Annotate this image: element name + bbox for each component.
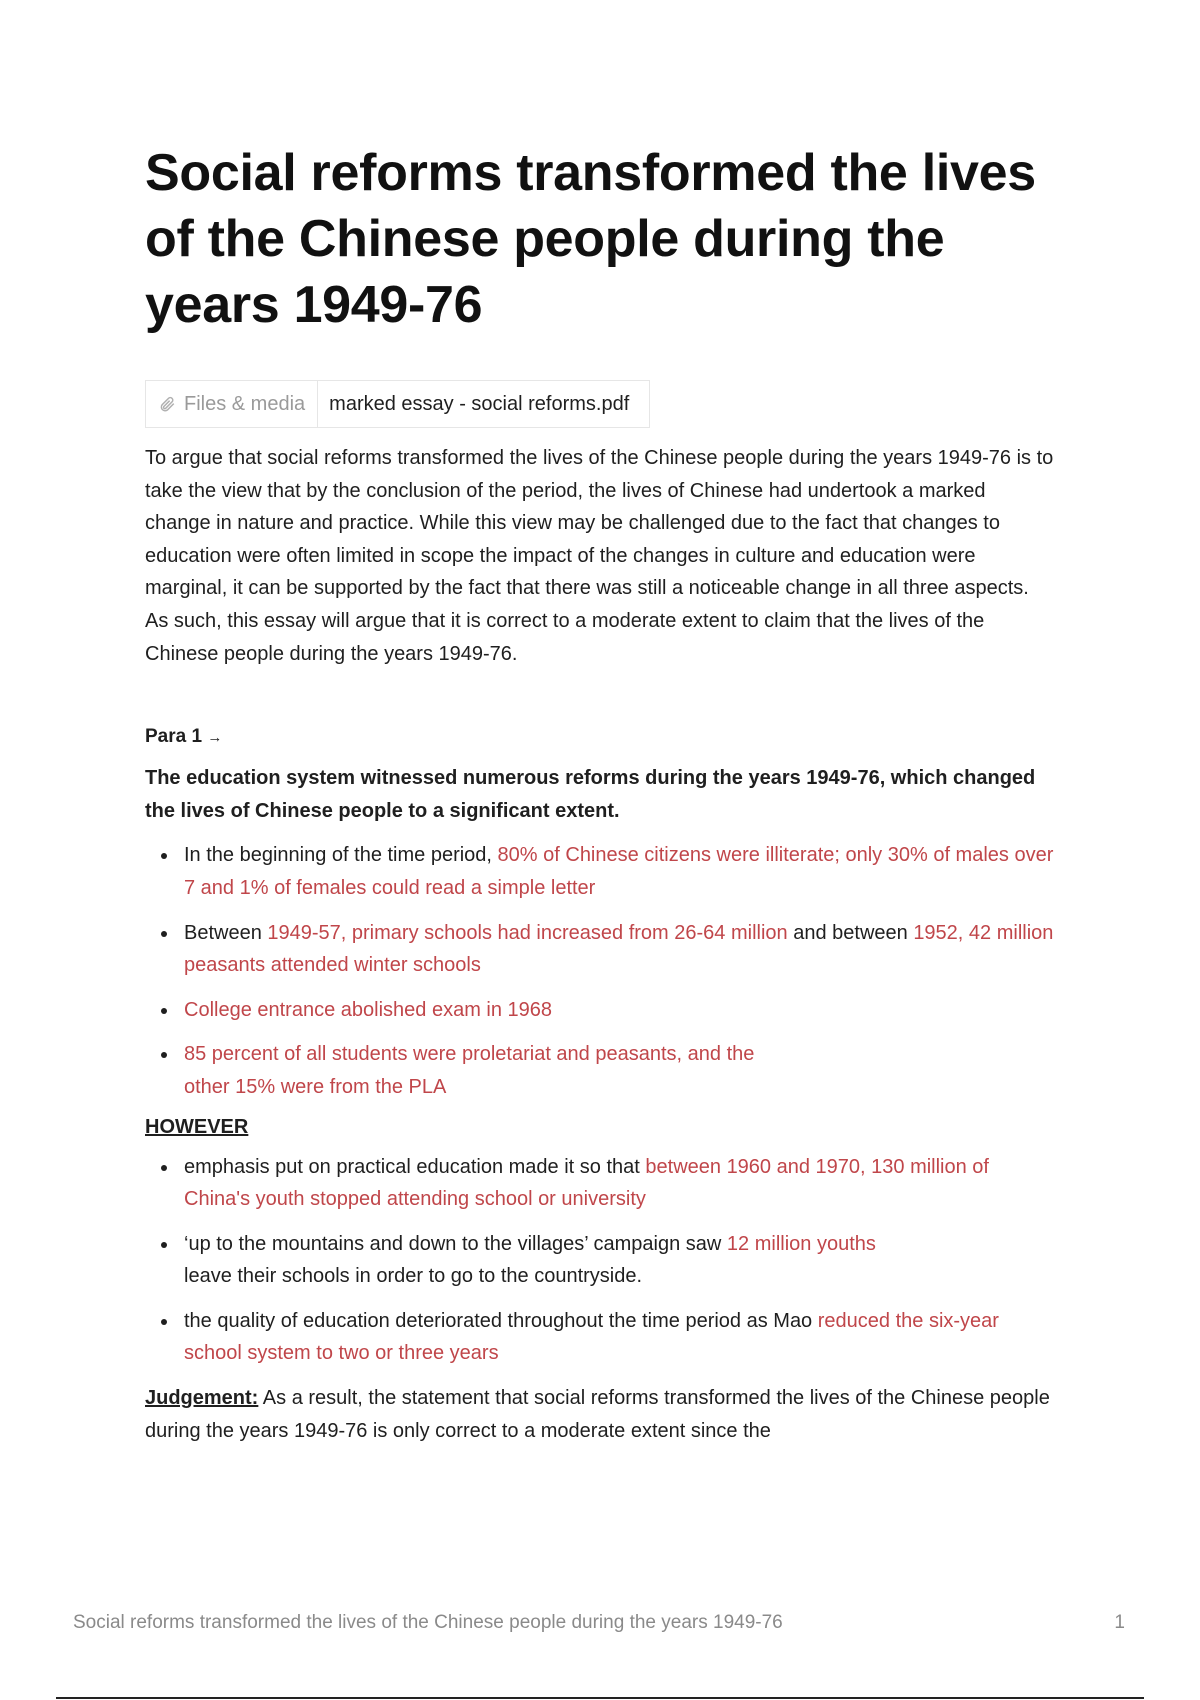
list-item: In the beginning of the time period, 80% of Chinese citizens were illiterate; only 30% of males over 7 and 1% of females could read a simple letter	[184, 839, 1055, 904]
list-item: 85 percent of all students were proletariat and peasants, and the other 15% were from the PLA	[184, 1038, 794, 1103]
list-item: College entrance abolished exam in 1968	[184, 994, 1055, 1027]
intro-paragraph: To argue that social reforms transformed the lives of the Chinese people during the years 1949-76 is to take the view that by the conclusion of the period, the lives of Chinese had undertook a marked change in nature and practice. While this view may be challenged due to the fact that changes to education were often limited in scope the impact of the changes in culture and education were marginal, it can be supported by the fact that there was still a noticeable change in all three aspects. As such, this essay will argue that it is correct to a moderate extent to claim that the lives of the Chinese people during the years 1949-76.	[145, 447, 1054, 665]
para-label	[145, 726, 1055, 748]
files-property-key	[146, 381, 318, 427]
arrow-icon: →	[207, 729, 223, 747]
list-item: emphasis put on practical education made it so that between 1960 and 1970, 130 million of China's youth stopped attending school or university	[184, 1151, 1055, 1216]
evidence-list	[145, 839, 1055, 1103]
list-item: the quality of education deteriorated throughout the time period as Mao reduced the six-year school system to two or three years	[184, 1305, 1055, 1370]
judgement-label: Judgement:	[145, 1387, 259, 1410]
attached-file-link[interactable]: marked essay - social reforms.pdf	[329, 392, 630, 415]
page-footer	[73, 1612, 1125, 1634]
judgement-text: As a result, the statement that social reforms transformed the lives of the Chinese people during the years 1949-76 is only correct to a moderate extent since the	[145, 1387, 1050, 1442]
judgement-paragraph	[145, 1382, 1055, 1447]
files-property	[145, 380, 650, 428]
footer-title: Social reforms transformed the lives of the Chinese people during the years 1949-76	[73, 1612, 783, 1633]
paperclip-icon	[158, 395, 176, 413]
para-thesis: The education system witnessed numerous reforms during the years 1949-76, which changed the lives of Chinese people to a significant extent.	[145, 767, 1036, 822]
list-item: Between 1949-57, primary schools had increased from 26-64 million and between 1952, 42 million peasants attended winter schools	[184, 917, 1055, 982]
page-divider	[56, 1697, 1144, 1699]
para-label-text: Para 1	[145, 726, 203, 748]
page-title: Social reforms transformed the lives of the Chinese people during the years 1949-76	[145, 144, 1036, 334]
however-heading: HOWEVER	[145, 1115, 249, 1138]
files-property-label: Files & media	[184, 392, 306, 415]
page-number: 1	[1114, 1612, 1125, 1633]
document-page	[145, 140, 1055, 1447]
counter-list	[145, 1151, 1055, 1371]
list-item: ‘up to the mountains and down to the villages’ campaign saw 12 million youths leave their schools in order to go to the countryside.	[184, 1228, 924, 1293]
